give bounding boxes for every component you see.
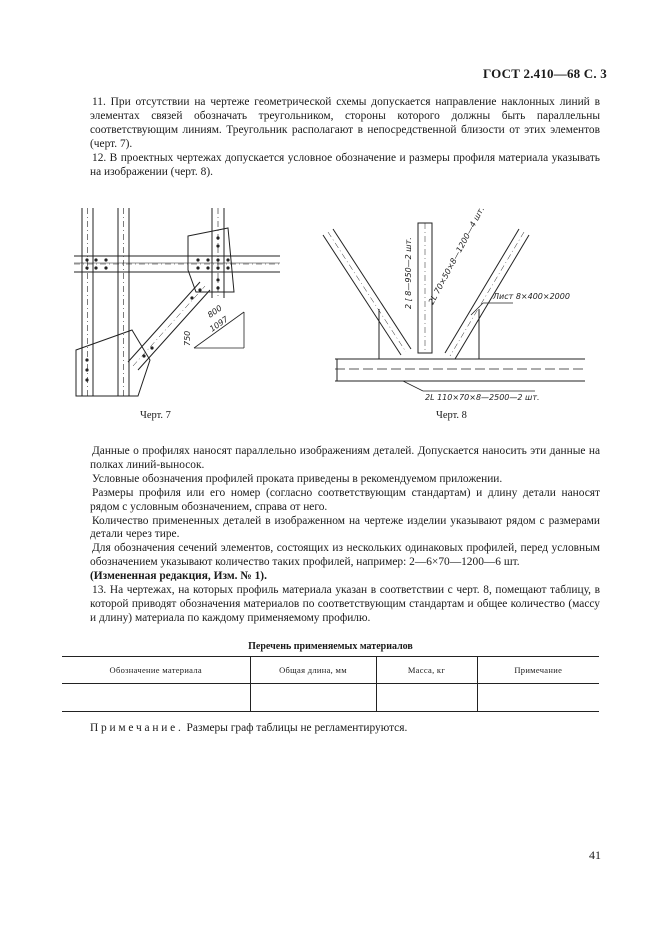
fig7-right-column <box>212 208 224 298</box>
edition-note: (Измененная редакция, Изм. № 1). <box>90 570 267 583</box>
table-title: Перечень применяемых материалов <box>248 641 413 652</box>
page-number: 41 <box>589 848 601 862</box>
fig8-label-left: 2 [ 8—950—2 шт. <box>404 237 413 309</box>
fig7-label-a: 800 <box>205 303 224 320</box>
header-material: Обозначение материала <box>62 657 250 684</box>
paragraph-dimensions: Размеры профиля или его номер (согласно соответствующим стандартам) и длину детали наносят рядом с условным обозначением, справа от него. <box>90 486 600 513</box>
table-cell <box>62 684 250 712</box>
drawing-fig7 <box>68 200 288 400</box>
table-cell <box>477 684 599 712</box>
paragraph-13: 13. На чертежах, на которых профиль материала указан в соответствии с черт. 8, помещают таблицу, в которой приводят обозначения материалов по соответствующим стандартам и общее количество (массу и длину) материала по каждому применяемому профилю. <box>90 584 600 624</box>
paragraph-11: 11. При отсутствии на чертеже геометрической схемы допускается направление наклонных линий в элементах связей обозначать треугольником, стороны которого должны быть параллельны соответствующим линиям. Треугольник располагают в непосредственной близости от этих элементов (черт. 7). <box>90 96 600 150</box>
paragraph-sections: Для обозначения сечений элементов, состоящих из нескольких одинаковых профилей, перед условным обозначением указывают количество таких профилей, например: 2—6×70—1200—6 шт. <box>90 542 600 569</box>
fig8-label-bottom: 2L 110×70×8—2500—2 шт. <box>425 393 540 402</box>
table-header-row <box>62 657 599 684</box>
fig7-label-b: 1097 <box>207 314 230 334</box>
header-mass: Масса, кг <box>376 657 477 684</box>
header-remark: Примечание <box>477 657 599 684</box>
drawing-fig8 <box>315 205 600 405</box>
table-cell <box>250 684 376 712</box>
middle-text-block <box>90 445 600 626</box>
fig7-label-c: 750 <box>183 330 192 346</box>
fig8-chord <box>335 359 585 381</box>
fig7-bolts <box>85 236 229 381</box>
fig8-left-diagonal <box>323 229 411 355</box>
fig8-label-right: 2L 70×50×8—1200—4 шт. <box>426 205 487 306</box>
table-row <box>62 684 599 712</box>
fig8-vertical-channel <box>418 223 432 353</box>
fig7-horizontal-beam <box>74 256 280 272</box>
paragraph-symbols: Условные обозначения профилей проката приведены в рекомендуемом приложении. <box>92 472 503 485</box>
paragraph-12: 12. В проектных чертежах допускается условное обозначение и размеры профиля материала указывать на изображении (черт. 8). <box>90 151 600 178</box>
fig7-left-column <box>82 208 129 396</box>
top-text-block <box>90 96 600 179</box>
page-header: ГОСТ 2.410—68 С. 3 <box>482 66 607 81</box>
materials-table <box>62 656 599 712</box>
table-cell <box>376 684 477 712</box>
paragraph-quantity: Количество примененных деталей в изображенном на чертеже изделии указывают рядом с размерами детали через тире. <box>90 514 600 541</box>
fig7-caption: Черт. 7 <box>140 410 171 421</box>
fig8-leaders <box>403 303 535 391</box>
fig7-diagonal-brace <box>128 282 210 370</box>
fig8-label-sheet: Лист 8×400×2000 <box>493 292 570 301</box>
header-length: Общая длина, мм <box>250 657 376 684</box>
fig7-bottom-gusset <box>76 330 150 396</box>
fig8-sheet <box>379 309 479 359</box>
paragraph-profile-data: Данные о профилях наносят параллельно изображениям деталей. Допускается наносить эти данные на полках линий-выносок. <box>90 445 600 471</box>
note-label: Примечание. <box>90 722 184 734</box>
fig8-caption: Черт. 8 <box>436 410 467 421</box>
table-note <box>90 722 407 734</box>
note-text: Размеры граф таблицы не регламентируются. <box>186 722 408 734</box>
